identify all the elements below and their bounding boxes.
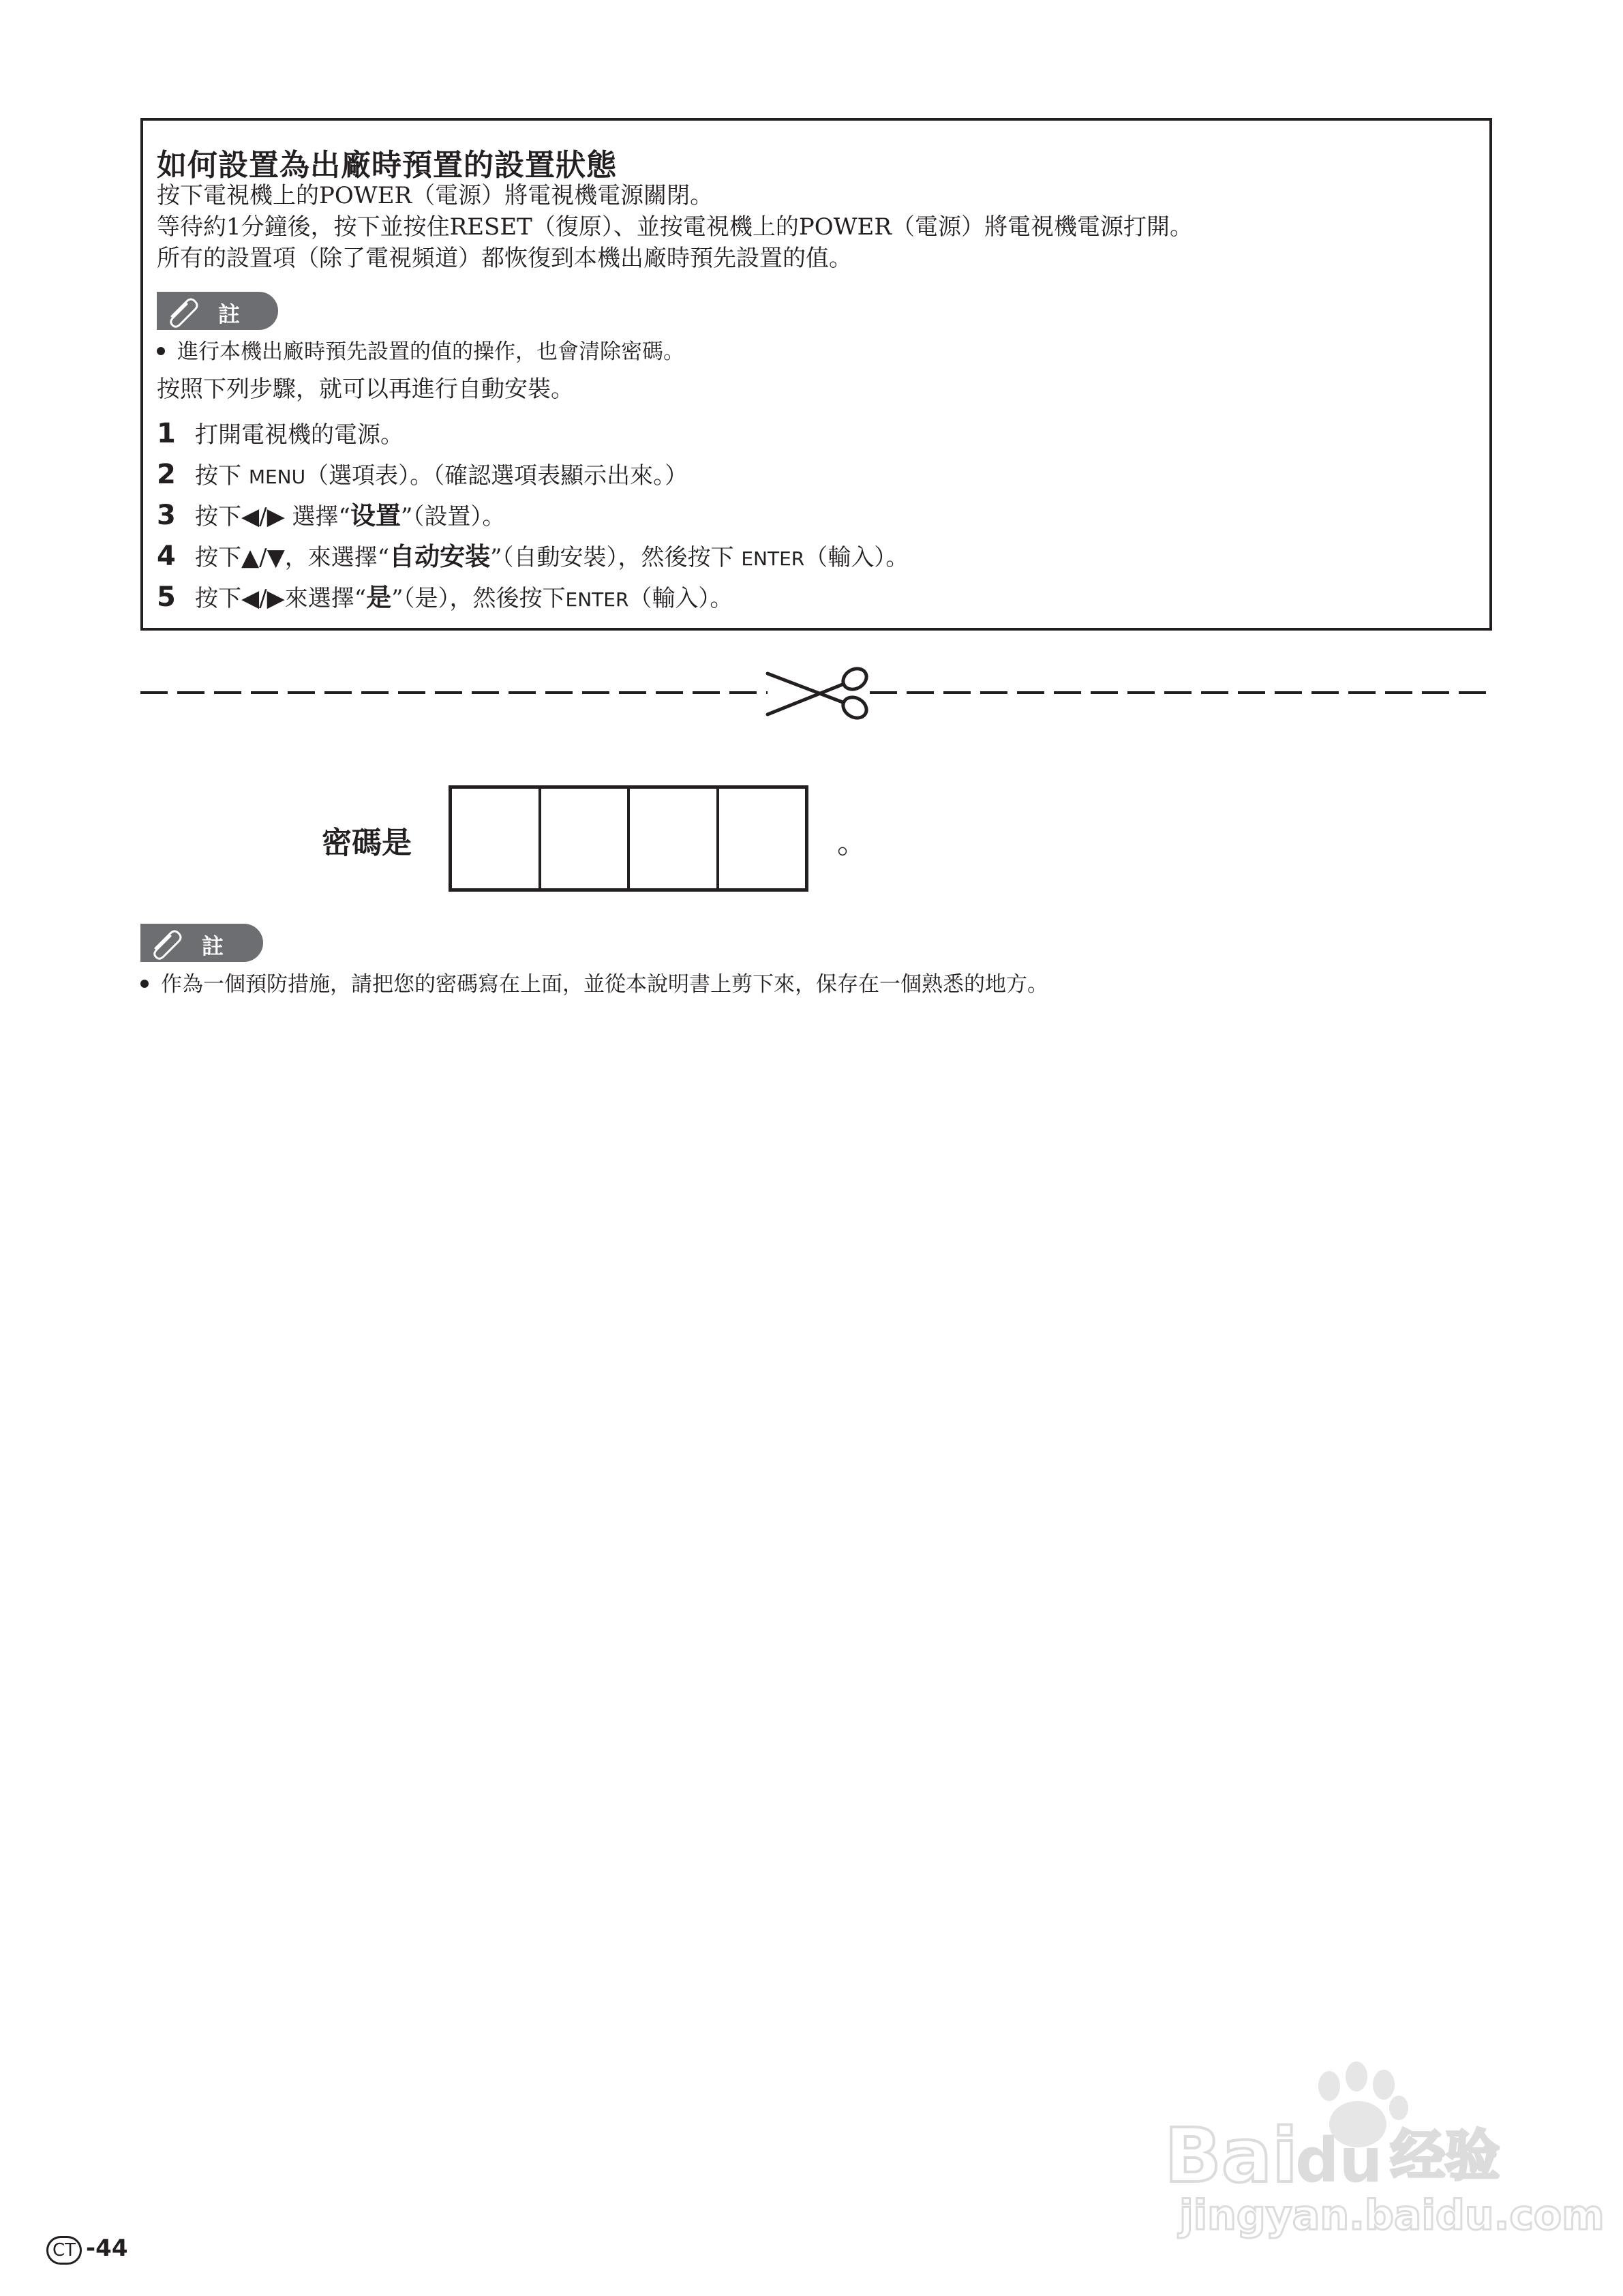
key-name: ENTER xyxy=(565,588,629,611)
step-text: 打開電視機的電源。 xyxy=(195,421,404,449)
note-text: 作為一個預防措施，請把您的密碼寫在上面，並從本說明書上剪下來，保存在一個熟悉的地方。 xyxy=(161,972,1048,997)
step-text: ”（是），然後按下 xyxy=(391,585,566,612)
step-text: （選項表）。（確認選項表顯示出來。） xyxy=(305,462,688,489)
menu-item-name: 是 xyxy=(366,583,392,612)
step-number: 3 xyxy=(157,500,176,531)
region-badge: CT xyxy=(46,2236,82,2265)
step-text: 按下▲/▼，來選擇“ xyxy=(195,544,390,571)
watermark-brand-2: du xyxy=(1295,2125,1383,2196)
note-text: 進行本機出廠時預先設置的值的操作，也會清除密碼。 xyxy=(177,339,684,364)
step-text: 按下◀/▶ 選擇“ xyxy=(195,503,350,530)
note-tab xyxy=(140,924,263,962)
step-4 xyxy=(157,539,909,574)
step-number: 5 xyxy=(157,581,176,613)
watermark-url: jingyan.baidu.com xyxy=(1179,2192,1605,2239)
baidu-jingyan-watermark xyxy=(1159,2059,1605,2243)
scissors-icon xyxy=(768,665,870,722)
password-cell xyxy=(452,789,541,888)
step-text: （輸入）。 xyxy=(804,544,909,571)
step-1 xyxy=(157,416,404,451)
step-3 xyxy=(157,498,505,533)
paragraph-line: 按下電視機上的POWER（電源）將電視機電源關閉。 xyxy=(157,182,714,209)
menu-item-name: 设置 xyxy=(350,501,401,530)
bullet-dot xyxy=(140,980,149,988)
password-cell xyxy=(719,789,806,888)
page-number xyxy=(46,2235,127,2267)
note-label: 註 xyxy=(202,933,224,959)
section-title: 如何設置為出廠時預置的設置狀態 xyxy=(157,148,617,183)
bullet-dot xyxy=(157,347,165,355)
step-number: 4 xyxy=(157,541,176,572)
password-end-mark: 。 xyxy=(837,826,867,860)
cut-line xyxy=(140,660,1492,735)
key-name: MENU xyxy=(248,466,306,488)
key-name: ENTER xyxy=(741,547,805,570)
password-cell xyxy=(630,789,719,888)
step-text: 按下 xyxy=(195,462,249,489)
note-tab xyxy=(157,292,278,330)
step-text: ”（自動安裝），然後按下 xyxy=(490,544,742,571)
step-text: 按下◀/▶來選擇“ xyxy=(195,585,367,612)
paperclip-icon xyxy=(166,297,202,324)
intro-text: 按照下列步驟，就可以再進行自動安裝。 xyxy=(157,376,574,403)
step-text: ”（設置）。 xyxy=(400,503,506,530)
step-5 xyxy=(157,579,733,615)
paperclip-icon xyxy=(150,929,185,956)
watermark-suffix: 经验 xyxy=(1391,2124,1500,2188)
password-label: 密碼是 xyxy=(322,826,412,860)
note-bullet xyxy=(140,971,1048,998)
paragraph-line: 等待約1分鐘後，按下並按住RESET（復原）、並按電視機上的POWER（電源）將電視機電源打開。 xyxy=(157,213,1193,241)
step-2 xyxy=(157,457,688,492)
password-cell xyxy=(541,789,631,888)
step-text: （輸入）。 xyxy=(628,585,733,612)
watermark-brand: Bai xyxy=(1164,2112,1298,2199)
page-number-text: -44 xyxy=(86,2235,128,2262)
note-label: 註 xyxy=(218,301,241,327)
step-number: 2 xyxy=(157,459,176,490)
paragraph-line: 所有的設置項（除了電視頻道）都恢復到本機出廠時預先設置的值。 xyxy=(157,245,852,272)
step-number: 1 xyxy=(157,418,176,449)
note-bullet xyxy=(157,338,684,365)
menu-item-name: 自动安装 xyxy=(389,542,491,571)
password-grid xyxy=(449,785,808,892)
